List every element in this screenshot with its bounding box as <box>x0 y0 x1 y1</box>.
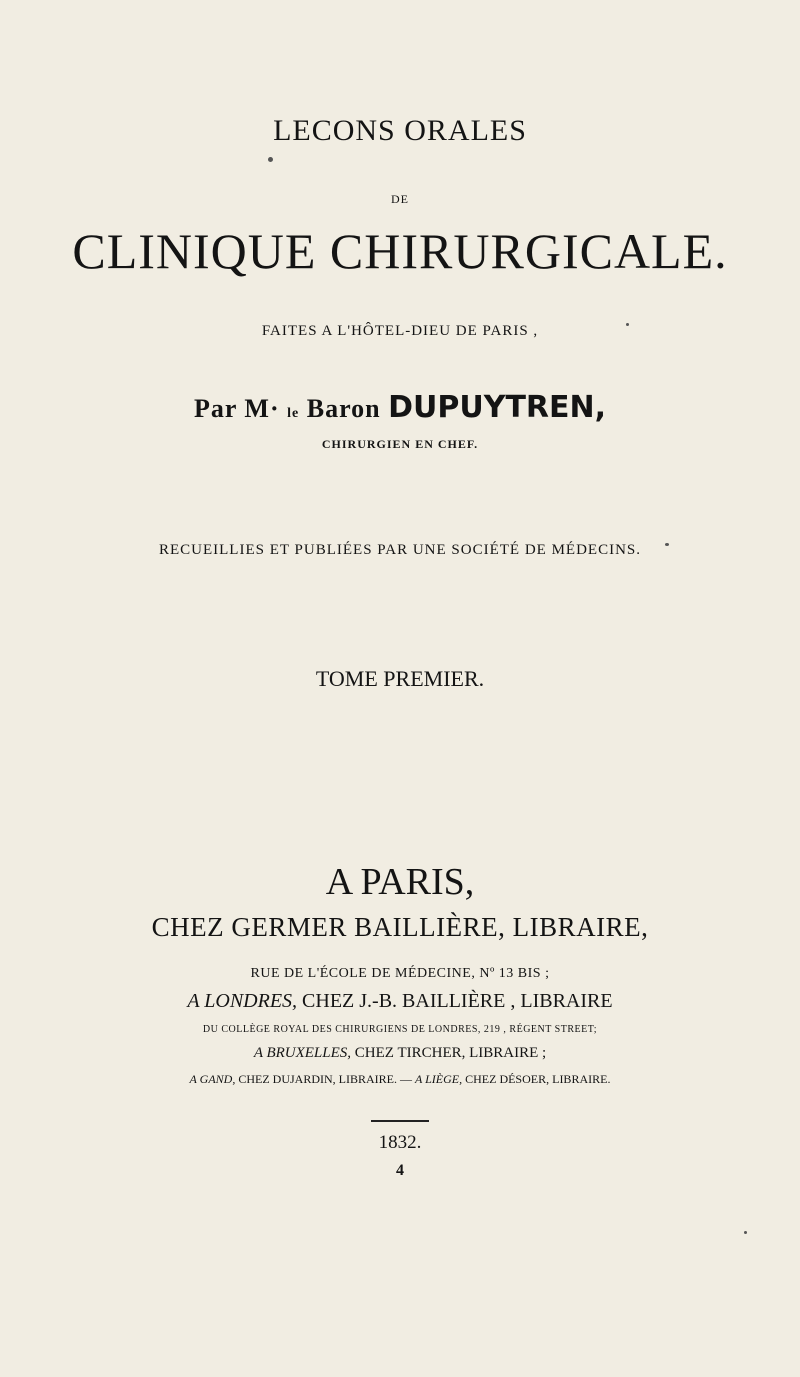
title-clinique-chirurgicale: CLINIQUE CHIRURGICALE. <box>72 223 728 279</box>
author-par: Par <box>193 394 237 423</box>
title-lecons-orales: LECONS ORALES <box>273 114 527 147</box>
author-baron: Baron <box>306 394 381 423</box>
paper-speck <box>744 1231 747 1234</box>
paper-speck <box>626 323 629 326</box>
volume-label: TOME PREMIER. <box>315 666 485 691</box>
imprint-londres <box>0 990 800 1013</box>
signature-mark: 4 <box>396 1162 404 1179</box>
imprint-liege-publisher: CHEZ DÉSOER, LIBRAIRE. <box>462 1072 611 1086</box>
divider-rule <box>371 1120 429 1122</box>
imprint-londres-publisher: CHEZ J.-B. BAILLIÈRE , LIBRAIRE <box>297 990 613 1012</box>
imprint-bruxelles <box>0 1045 800 1062</box>
title-de: DE <box>391 192 409 206</box>
paper-speck <box>268 157 273 162</box>
imprint-gand-liege <box>0 1072 800 1087</box>
subtitle-faites: FAITES A L'HÔTEL-DIEU DE PARIS , <box>261 323 539 339</box>
imprint-gand-publisher: CHEZ DUJARDIN, LIBRAIRE. — <box>235 1072 415 1086</box>
author-name: DUPUYTREN, <box>388 390 607 425</box>
imprint-bruxelles-city: A BRUXELLES, <box>253 1045 352 1061</box>
paper-speck <box>665 543 669 546</box>
imprint-bruxelles-publisher: CHEZ TIRCHER, LIBRAIRE ; <box>351 1045 547 1061</box>
recueillies-line: RECUEILLIES ET PUBLIÉES PAR UNE SOCIÉTÉ DE MÉDECINS. <box>158 542 641 558</box>
imprint-address: RUE DE L'ÉCOLE DE MÉDECINE, Nº 13 BIS ; <box>250 966 550 981</box>
publication-year: 1832. <box>378 1132 422 1153</box>
imprint-londres-city: A LONDRES, <box>187 990 298 1012</box>
author-le: le <box>287 406 300 421</box>
imprint-city: A PARIS, <box>325 861 475 903</box>
author-m: M· <box>244 394 280 423</box>
author-line <box>0 390 800 425</box>
imprint-college: DU COLLÈGE ROYAL DES CHIRURGIENS DE LONDRES, 219 , RÉGENT STREET; <box>202 1024 598 1035</box>
author-title: CHIRURGIEN EN CHEF. <box>321 437 479 451</box>
imprint-liege-city: A LIÈGE, <box>415 1072 463 1086</box>
imprint-gand-city: A GAND, <box>189 1072 236 1086</box>
imprint-publisher: CHEZ GERMER BAILLIÈRE, LIBRAIRE, <box>151 912 649 942</box>
